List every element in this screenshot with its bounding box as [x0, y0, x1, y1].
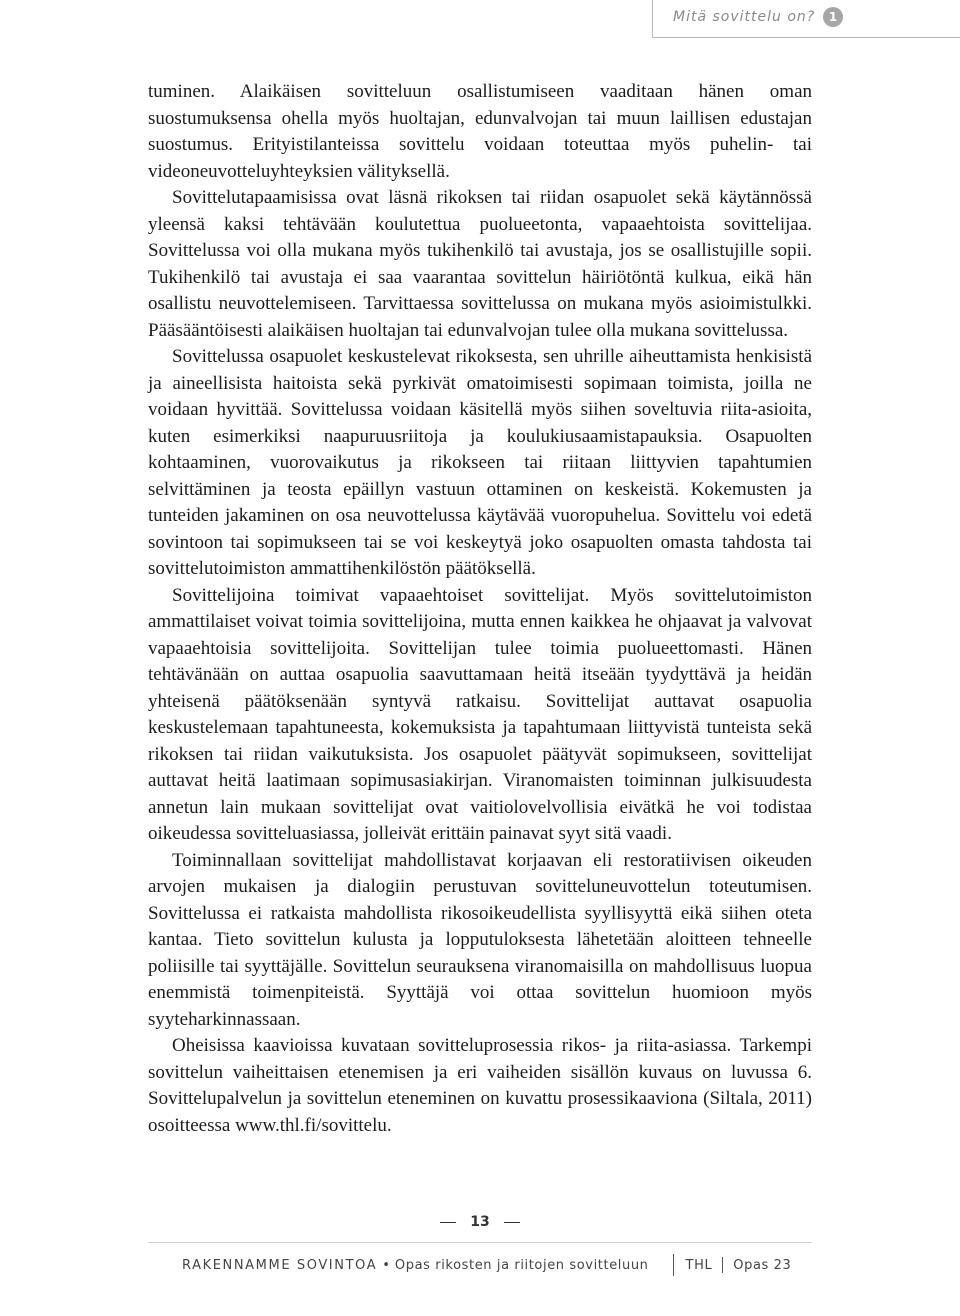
- footer-issue: Opas 23: [733, 1257, 792, 1273]
- footer-bullet: •: [382, 1257, 390, 1273]
- paragraph-3: Sovittelussa osapuolet keskustelevat rikoksesta, sen uhrille aiheuttamista henkisistä ja aineellisista haitoista sekä pyrkivät omatoimisesti sopimaan toimista, joilla ne voidaan hyvittää. Sovittelussa voidaan käsitellä myös siihen soveltuvia riita-asioita, kuten esimerkiksi naapuruusriitoja ja koulukiusaamistapauksia. Osapuolten kohtaaminen, vuorovaikutus ja rikokseen tai riitaan liittyvien tapahtumien selvittäminen ja teosta epäillyn vastuun ottaminen on keskeistä. Kokemusten ja tunteiden jakaminen on osa neuvottelussa käytävää vuoropuhelua. Sovittelu voi edetä sovintoon tai sopimukseen tai se voi keskeytyä joko osapuolten omasta tahdosta tai sovittelutoimiston ammattihenkilöstön päätöksellä.: [148, 346, 812, 579]
- page-number-block: [0, 1213, 960, 1231]
- footer-org: THL: [685, 1257, 713, 1273]
- paragraph-4: Sovittelijoina toimivat vapaaehtoiset sovittelijat. Myös sovittelutoimiston ammattilaiset voivat toimia sovittelijoina, mutta ennen kaikkea he ohjaavat ja valvovat vapaaehtoisia sovittelijoita. Sovittelijan tulee toimia puolueettomasti. Hänen tehtävänään on auttaa osapuolia saavuttamaan heitä itseään tyydyttävä ja heidän yhteisenä päätöksenään syntyvä ratkaisu. Sovittelijat auttavat osapuolia keskustelemaan tapahtuneesta, kokemuksista ja tapahtumaan liittyvistä tunteista sekä rikoksen tai riidan vaikutuksista. Jos osapuolet päätyvät sopimukseen, sovittelijat auttavat heitä laatimaan sopimusasiakirjan. Viranomaisten toiminnan julkisuudesta annetun lain mukaan sovittelijat ovat vaitiolovelvollisia eivätkä he voi todistaa oikeudessa sovitteluasiassa, jolleivät erittäin painavat syyt sitä vaadi.: [148, 584, 812, 844]
- footer-series-title: RAKENNAMME SOVINTOA: [182, 1257, 378, 1273]
- paragraph-5: Toiminnallaan sovittelijat mahdollistavat korjaavan eli restoratiivisen oikeuden arvojen mukaisen ja dialogiin perustuvan sovitteluneuvottelun toteutumisen. Sovittelussa ei ratkaista mahdollista rikosoikeudellista syyllisyyttä eikä siihen oteta kantaa. Tieto sovittelun kulusta ja lopputuloksesta lähetetään aloitteen tehneelle poliisille tai syyttäjälle. Sovittelun seurauksena viranomaisilla on mahdollisuus luopua enemmistä toimenpiteistä. Syyttäjä voi ottaa sovittelun huomioon myös syyteharkinnassaan.: [148, 849, 812, 1030]
- footer-separator-2: [722, 1257, 723, 1273]
- paragraph-2: Sovittelutapaamisissa ovat läsnä rikoksen tai riidan osapuolet sekä käytännössä yleensä kaksi tehtävään koulutettua puolueetonta, vapaaehtoista sovittelijaa. Sovittelussa voi olla mukana myös tukihenkilö tai avustaja, jos se osallistujille sopii. Tukihenkilö tai avustaja ei saa vaarantaa sovittelun häiriötöntä kulkua, eikä hän osallistu neuvottelemiseen. Tarvittaessa sovittelussa on mukana myös asioimistulkki. Pääsääntöisesti alaikäisen huoltajan tai edunvalvojan tulee olla mukana sovittelussa.: [148, 187, 812, 341]
- paragraph-1: tuminen. Alaikäisen sovitteluun osallistumiseen vaaditaan hänen oman suostumuksensa ohella myös huoltajan, edunvalvojan tai muun laillisen edustajan suostumus. Erityistilanteissa sovittelu voidaan toteuttaa myös puhelin- tai videoneuvotteluyhteyksien välityksellä.: [148, 81, 812, 182]
- chapter-title: Mitä sovittelu on?: [673, 9, 816, 25]
- paragraph-6: Oheisissa kaavioissa kuvataan sovitteluprosessia rikos- ja riita-asiassa. Tarkempi sovittelun vaiheittaisen etenemisen ja eri vaiheiden sisällön kuvaus on luvussa 6. Sovittelupalvelun ja sovittelun eteneminen on kuvattu prosessikaaviona (Siltala, 2011) osoitteessa www.thl.fi/sovittelu.: [148, 1035, 812, 1136]
- page-number: 13: [470, 1214, 490, 1231]
- footer-divider: [148, 1242, 812, 1243]
- footer-separator: [673, 1254, 674, 1276]
- footer-subtitle: Opas rikosten ja riitojen sovitteluun: [394, 1257, 649, 1273]
- page-number-dash-left: [440, 1222, 456, 1224]
- page-number-dash-right: [504, 1222, 520, 1224]
- chapter-number-badge: 1: [823, 7, 843, 27]
- body-text: [148, 79, 812, 1139]
- chapter-header-tab: [652, 0, 960, 38]
- footer: [182, 1256, 791, 1274]
